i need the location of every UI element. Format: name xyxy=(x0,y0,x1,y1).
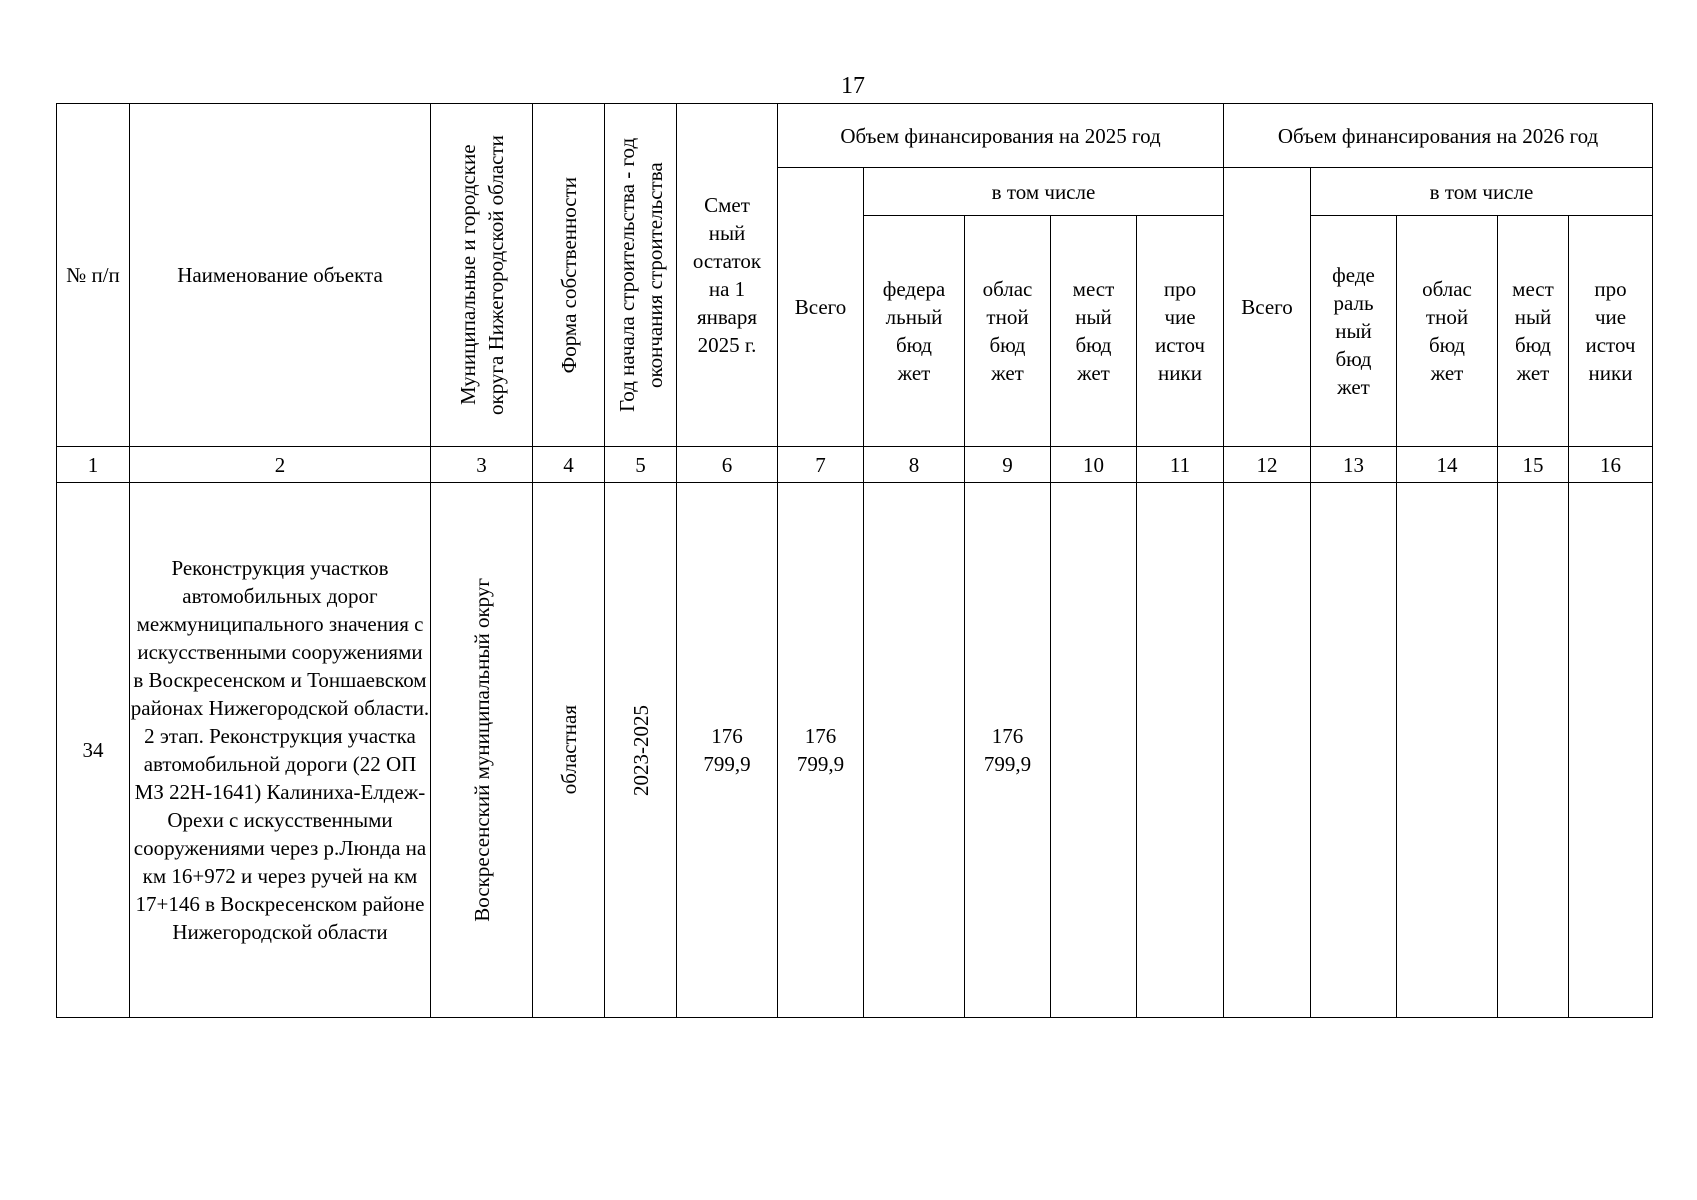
header-municipality: Муниципальные и городские округа Нижегородской области xyxy=(431,104,533,447)
table-row xyxy=(57,483,1653,1018)
row-obl-2026 xyxy=(1397,483,1498,1018)
row-loc-2026 xyxy=(1498,483,1569,1018)
header-fed-2025: федера льный бюд жет xyxy=(864,216,965,447)
header-oth-2026: про чие источ ники xyxy=(1569,216,1653,447)
column-number-row xyxy=(57,447,1653,483)
header-ownership: Форма собственности xyxy=(533,104,605,447)
col-num-5: 5 xyxy=(605,447,677,483)
row-loc-2025 xyxy=(1051,483,1137,1018)
row-num: 34 xyxy=(57,483,130,1018)
col-num-12: 12 xyxy=(1224,447,1311,483)
header-loc-2025: мест ный бюд жет xyxy=(1051,216,1137,447)
row-name: Реконструкция участков автомобильных дорог межмуниципального значения с искусственными сооружениями в Воскресенском и Тоншаевском районах Нижегородской области. 2 этап. Реконструкция участка автомобильной дороги (22 ОП МЗ 22Н-1641) Калиниха-Елдеж-Орехи с искусственными сооружениями через р.Люнда на км 16+972 и через ручей на км 17+146 в Воскресенском районе Нижегородской области xyxy=(130,483,431,1018)
financing-table xyxy=(56,103,1653,1018)
row-oth-2025 xyxy=(1137,483,1224,1018)
row-total-2026 xyxy=(1224,483,1311,1018)
header-years: Год начала строительства - год окончания строительства xyxy=(605,104,677,447)
col-num-6: 6 xyxy=(677,447,778,483)
col-num-4: 4 xyxy=(533,447,605,483)
row-municipality: Воскресенский муниципальный округ xyxy=(431,483,533,1018)
header-fin-2025: Объем финансирования на 2025 год xyxy=(778,104,1224,168)
header-fed-2026: феде раль ный бюд жет xyxy=(1311,216,1397,447)
header-total-2026: Всего xyxy=(1224,168,1311,447)
row-fed-2025 xyxy=(864,483,965,1018)
row-total-2025: 176 799,9 xyxy=(778,483,864,1018)
header-num: № п/п xyxy=(57,104,130,447)
col-num-1: 1 xyxy=(57,447,130,483)
col-num-9: 9 xyxy=(965,447,1051,483)
col-num-14: 14 xyxy=(1397,447,1498,483)
row-fed-2026 xyxy=(1311,483,1397,1018)
row-years: 2023-2025 xyxy=(605,483,677,1018)
header-name: Наименование объекта xyxy=(130,104,431,447)
header-incl-2025: в том числе xyxy=(864,168,1224,216)
row-ownership: областная xyxy=(533,483,605,1018)
header-fin-2026: Объем финансирования на 2026 год xyxy=(1224,104,1653,168)
col-num-3: 3 xyxy=(431,447,533,483)
col-num-8: 8 xyxy=(864,447,965,483)
header-oth-2025: про чие источ ники xyxy=(1137,216,1224,447)
header-row-1 xyxy=(57,104,1653,168)
col-num-13: 13 xyxy=(1311,447,1397,483)
header-total-2025: Всего xyxy=(778,168,864,447)
col-num-10: 10 xyxy=(1051,447,1137,483)
col-num-11: 11 xyxy=(1137,447,1224,483)
row-oth-2026 xyxy=(1569,483,1653,1018)
header-obl-2025: облас тной бюд жет xyxy=(965,216,1051,447)
col-num-16: 16 xyxy=(1569,447,1653,483)
col-num-2: 2 xyxy=(130,447,431,483)
row-obl-2025: 176 799,9 xyxy=(965,483,1051,1018)
row-remainder: 176 799,9 xyxy=(677,483,778,1018)
page-number: 17 xyxy=(841,73,865,99)
header-incl-2026: в том числе xyxy=(1311,168,1653,216)
col-num-15: 15 xyxy=(1498,447,1569,483)
col-num-7: 7 xyxy=(778,447,864,483)
header-loc-2026: мест ный бюд жет xyxy=(1498,216,1569,447)
header-obl-2026: облас тной бюд жет xyxy=(1397,216,1498,447)
header-remainder: Смет ный остаток на 1 января 2025 г. xyxy=(677,104,778,447)
